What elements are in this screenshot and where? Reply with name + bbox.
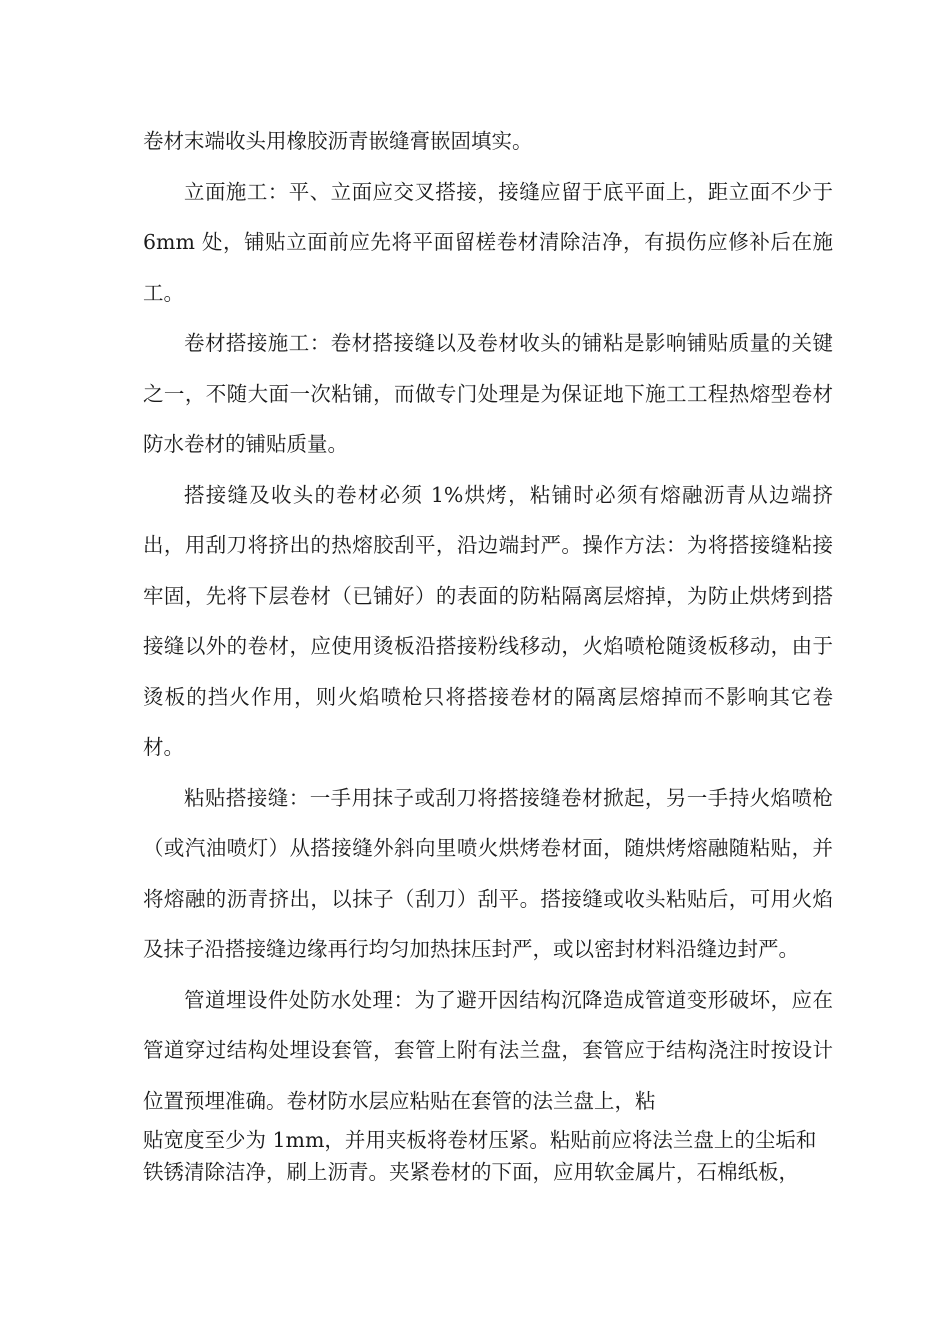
body-text — [143, 116, 833, 1126]
tail-line: 铁锈清除洁净，刷上沥青。夹紧卷材的下面，应用软金属片，石棉纸板， — [143, 1160, 799, 1184]
paragraph-roll-end: 卷材末端收头用橡胶沥青嵌缝膏嵌固填实。 — [143, 129, 533, 153]
paragraph-pipe-waterproofing: 管道埋设件处防水处理：为了避开因结构沉降造成管道变形破坏，应在管道穿过结构处埋设套管，套管上附有法兰盘，套管应于结构浇注时按设计位置预埋准确。卷材防水层应粘贴在套管的法兰盘上，粘 — [143, 987, 833, 1113]
tail-text — [143, 1124, 833, 1188]
paragraph-lap-construction: 卷材搭接施工：卷材搭接缝以及卷材收头的铺粘是影响铺贴质量的关键之一，不随大面一次粘铺，而做专门处理是为保证地下施工工程热熔型卷材防水卷材的铺贴质量。 — [143, 331, 833, 456]
paragraph-lap-baking: 搭接缝及收头的卷材必须 1%烘烤，粘铺时必须有熔融沥青从边端挤出，用刮刀将挤出的热熔胶刮平，沿边端封严。操作方法：为将搭接缝粘接牢固，先将下层卷材（已铺好）的表面的防粘隔离层熔掉，为防止烘烤到搭接缝以外的卷材，应使用烫板沿搭接粉线移动，火焰喷枪随烫板移动，由于烫板的挡火作用，则火焰喷枪只将搭接卷材的隔离层熔掉而不影响其它卷材。 — [143, 482, 833, 759]
paragraph-lap-bonding: 粘贴搭接缝：一手用抹子或刮刀将搭接缝卷材掀起，另一手持火焰喷枪（或汽油喷灯）从搭接缝外斜向里喷火烘烤卷材面，随烘烤熔融随粘贴，并将熔融的沥青挤出，以抹子（刮刀）刮平。搭接缝或收头粘贴后，可用火焰及抹子沿搭接缝边缘再行均匀加热抹压封严，或以密封材料沿缝边封严。 — [143, 785, 833, 961]
paragraph-vertical-construction: 立面施工：平、立面应交叉搭接，接缝应留于底平面上，距立面不少于 6mm 处，铺贴立面前应先将平面留槎卷材清除洁净，有损伤应修补后在施工。 — [143, 179, 833, 305]
tail-line: 贴宽度至少为 1mm，并用夹板将卷材压紧。粘贴前应将法兰盘上的尘垢和 — [143, 1128, 817, 1152]
